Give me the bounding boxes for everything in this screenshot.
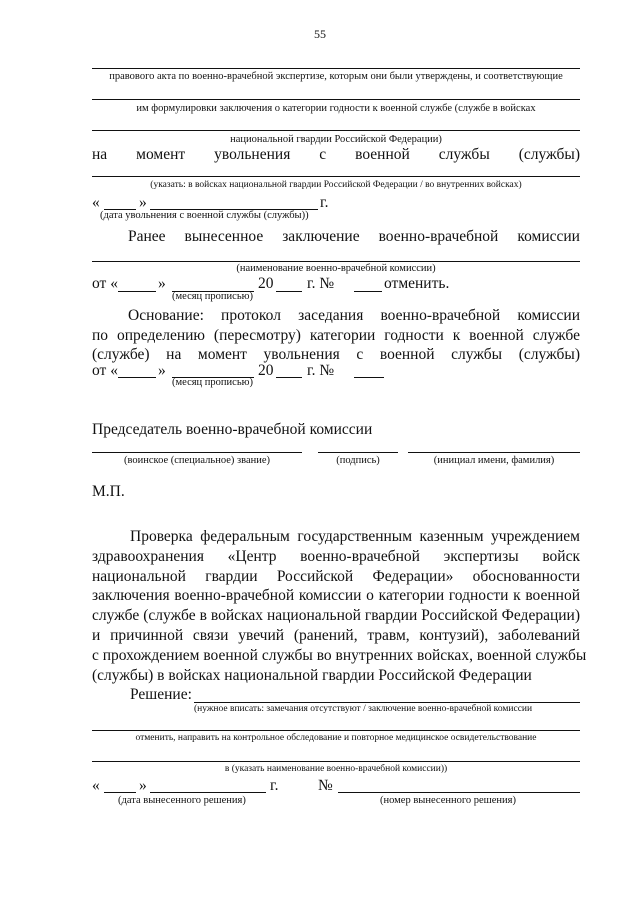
name-blank[interactable]: [408, 452, 580, 453]
rule-line: [92, 68, 580, 69]
basis-month-label: (месяц прописью): [172, 377, 253, 388]
previous-line: [128, 228, 580, 246]
prev-from: от «: [92, 275, 118, 292]
decision-number-blank[interactable]: [338, 792, 580, 793]
day-blank[interactable]: [104, 792, 136, 793]
basis-from: от «: [92, 362, 118, 379]
header-line-3: национальной гвардии Российской Федерации): [230, 134, 442, 145]
commission-name-blank[interactable]: [92, 261, 580, 262]
decision-year-suffix: г.: [270, 777, 279, 794]
page-number: 55: [314, 27, 326, 41]
prev-century: 20: [258, 275, 274, 292]
year-blank[interactable]: [276, 291, 302, 292]
year-blank[interactable]: [276, 377, 302, 378]
header-line-2: им формулировки заключения о категории годности к военной службе (службе в войсках: [136, 103, 536, 114]
dismissal-word: с: [319, 146, 327, 163]
previous-word: заключение: [282, 228, 360, 245]
decision-hint-3: в (указать наименование военно-врачебной комиссии)): [224, 764, 448, 774]
basis-line: по определению (пересмотру) категории годности к военной службе: [92, 326, 580, 344]
verification-line: и причинной связи увечий (ранений, травм, контузий), заболеваний: [92, 626, 580, 644]
basis-year-no: г. №: [307, 362, 335, 379]
rank-blank[interactable]: [92, 452, 302, 453]
basis-paragraph: [92, 306, 580, 365]
decision-blank[interactable]: [194, 702, 580, 703]
name-label: (инициал имени, фамилия): [433, 455, 555, 466]
verification-line: национальной гвардии Российской Федерации» обоснованности: [92, 567, 580, 585]
day-blank[interactable]: [118, 291, 156, 292]
dismissal-line: [92, 146, 580, 164]
decision-hint-1: (нужное вписать: замечания отсутствуют / заключение военно-врачебной комиссии: [194, 704, 533, 714]
rule-line: [92, 99, 580, 100]
stamp-mark: М.П.: [92, 483, 125, 500]
service-type-hint: (указать: в войсках национальной гвардии Российской Федерации / во внутренних войсках): [150, 180, 522, 190]
signature-label: (подпись): [336, 455, 380, 466]
prev-close: »: [158, 275, 166, 292]
dismissal-date-close: »: [139, 194, 147, 211]
decision-hint-2: отменить, направить на контрольное обследование и повторное медицинское освидетельствование: [135, 733, 537, 743]
previous-word: Ранее: [128, 228, 166, 245]
day-blank[interactable]: [118, 377, 156, 378]
dismissal-word: (службы): [518, 146, 580, 163]
dismissal-word: увольнения: [214, 146, 291, 163]
decision-blank[interactable]: [92, 761, 580, 762]
signature-blank[interactable]: [318, 452, 398, 453]
previous-word: вынесенное: [184, 228, 264, 245]
dismissal-date-label: (дата увольнения с военной службы (службы)): [100, 210, 309, 221]
previous-word: военно-врачебной: [378, 228, 499, 245]
verification-line: (службы) в войсках национальной гвардии Российской Федерации: [92, 666, 532, 684]
basis-close: »: [158, 362, 166, 379]
cancel-word: отменить.: [384, 275, 450, 292]
verification-paragraph: [92, 527, 587, 685]
basis-line: Основание: протокол заседания военно-врачебной комиссии: [128, 307, 580, 324]
chairman-title: Председатель военно-врачебной комиссии: [92, 421, 373, 438]
decision-number-label: (номер вынесенного решения): [380, 795, 516, 806]
rule-line: [92, 130, 580, 131]
decision-blank[interactable]: [92, 730, 580, 731]
verification-line: Проверка федеральным государственным казенным учреждением: [130, 528, 580, 545]
number-blank[interactable]: [354, 291, 382, 292]
decision-label: Решение:: [130, 686, 192, 703]
dismissal-word: службы: [438, 146, 490, 163]
dismissal-word: момент: [136, 146, 186, 163]
dismissal-word: военной: [355, 146, 410, 163]
number-blank[interactable]: [354, 377, 384, 378]
commission-name-label: (наименование военно-врачебной комиссии): [236, 263, 436, 274]
rank-label: (воинское (специальное) звание): [123, 455, 271, 466]
decision-date-label: (дата вынесенного решения): [118, 795, 246, 806]
prev-year-no: г. №: [307, 275, 335, 292]
decision-number-sign: №: [318, 777, 333, 794]
decision-date-open: «: [92, 777, 100, 794]
prev-month-label: (месяц прописью): [172, 291, 253, 302]
decision-date-close: »: [139, 777, 147, 794]
verification-line: заключения военно-врачебной комиссии о категории годности к военной: [92, 587, 580, 605]
rule-line: [92, 176, 580, 177]
previous-word: комиссии: [517, 228, 580, 245]
year-suffix: г.: [320, 194, 329, 211]
verification-line: с прохождением военной службы во внутренних войсках, военной службы: [92, 646, 587, 664]
basis-century: 20: [258, 362, 274, 379]
verification-line: здравоохранения «Центр военно-врачебной экспертизы войск: [92, 547, 580, 565]
dismissal-word: на: [92, 146, 108, 163]
month-year-blank[interactable]: [150, 792, 266, 793]
dismissal-date-open: «: [92, 194, 100, 211]
header-line-1: правового акта по военно-врачебной экспертизе, которым они были утверждены, и соответствующие: [109, 71, 563, 82]
verification-line: службе (службе в войсках национальной гвардии Российской Федерации): [92, 607, 580, 625]
basis-line: (службе) на момент увольнения с военной службы (службы): [92, 346, 580, 363]
